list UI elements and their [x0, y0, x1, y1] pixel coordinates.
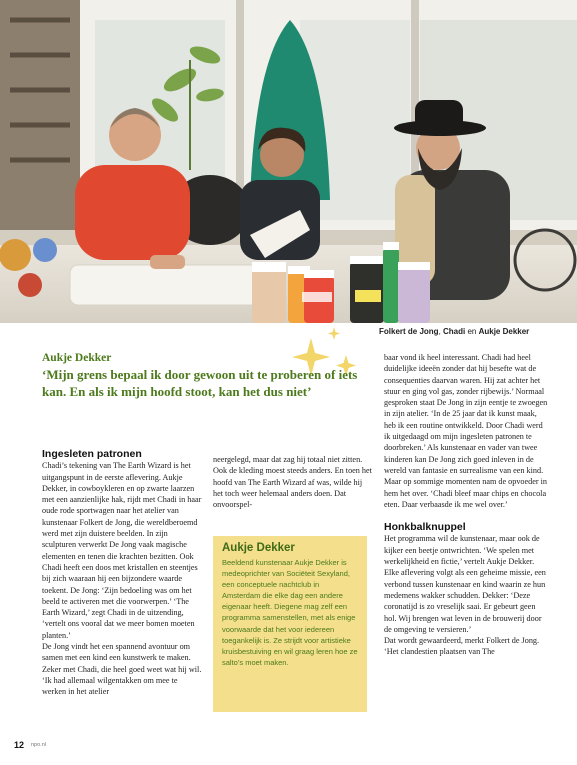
quote-text: ‘Mijn grens bepaal ik door gewoon uit te proberen of iets kan. En als ik mijn hoofd stoot, kan het dus niet’ — [42, 367, 358, 399]
article-column-2 — [213, 454, 373, 510]
section-heading-honkbalknuppel: Honkbalknuppel — [384, 521, 466, 534]
info-box-title: Aukje Dekker — [222, 542, 295, 554]
caption-name-aukje: Aukje Dekker — [478, 327, 530, 336]
photo-caption — [379, 327, 571, 336]
info-box-body: Beeldend kunstenaar Aukje Dekker is medeoprichter van Sociëteit Sexyland, een conceptuele nachtclub in Amsterdam die elke dag een andere eigenaar heeft. Diegene mag zelf een programma samenstellen, met als enige voorwaarde dat het voor iedereen toegankelijk is. Ze strijdt voor artistieke kruisbestuiving en wil graag leren hoe ze salto’s moet maken. — [222, 558, 358, 667]
page-number: 12 — [14, 740, 25, 750]
article-column-1 — [42, 449, 202, 698]
body-paragraph: Dat wordt gewaardeerd, merkt Folkert de Jong. ‘Het clandestien plaatsen van The — [384, 636, 540, 657]
info-box — [213, 536, 367, 712]
caption-name-chadi: Chadi — [443, 327, 466, 336]
pull-quote — [42, 352, 372, 400]
magazine-name: npo.nl — [31, 742, 46, 748]
caption-sep-1: , — [438, 327, 444, 336]
body-paragraph: Chadi’s tekening van The Earth Wizard is het uitgangspunt in de eerste aflevering. Aukje Dekker, in cowboykleren en op zwarte laarzen met een aanzienlijke hak, rijdt met Chadi in haar oude rode sportwagen naar het atelier van kunstenaar Folkert de Jong, die wereldberoemd werd met zijn duistere beelden. In zijn sculpturen verwerkt De Jong vaak magische elementen en tenen die krachten bezitten. Ook Chadi heeft een doos met kristallen en steentjes bij zich waaraan hij een bijzondere waarde toekent. De Jong: ‘Zijn bedoeling was om het beeld te activeren met die voorwerpen.’ ‘The Earth Wizard,’ zegt Chadi in de uitzending, ‘vertelt ons vooral dat we meer bomen moeten planten.’ — [42, 461, 202, 640]
photo-three-people-at-table — [0, 0, 577, 323]
caption-sep-2: en — [465, 327, 479, 336]
body-paragraph: baar vond ik heel interessant. Chadi had heel duidelijke ideeën zonder dat hij besefte wat de consequenties daarvan waren. Hij zat achter het stuur en ging vol gas, zonder rijbewijs.’ Normaal gesproken staat De Jong in zijn eentje te zwoegen in zijn atelier. ‘In de 25 jaar dat ik kunst maak, heb ik een routine ontwikkeld. Door Chadi werd ik uitgedaagd om mijn ingesleten patronen te doorbreken.’ Als kunstenaar en vader van twee kinderen kan De Jong zich goed inleven in de wereld van fantasie en surrealisme van een kind. Maar op sommige momenten nam de opvoeder in hem het over. ‘Chadi bleef maar chips en chocola eten. Daar verbaasde ik me wel over.’ — [384, 353, 548, 509]
body-paragraph: Het programma wil de kunstenaar, maar ook de kijker een beetje ontwrichten. ‘We spelen met werkelijkheid en fictie,’ vertelt Aukje Dekker. Elke aflevering volgt als een geheime missie, een verbond tussen kunstenaar en kind waarin ze hun medemens wakker schudden. Dekker: ‘Deze coronatijd is zo vreselijk saai. Er gebeurt geen hol. Wij brengen wat leven in de brouwerij door de omgeving te versieren.’ — [384, 534, 546, 634]
body-paragraph: De Jong vindt het een spannend avontuur om samen met een kind een kunstwerk te maken. Zeker met Chadi, die heel goed weet wat hij wil. ‘Ik had allemaal wilgentakken om mee te werken in het atelier — [42, 642, 202, 697]
photo-illustration — [0, 0, 577, 323]
body-paragraph: neergelegd, maar dat zag hij totaal niet zitten. Ook de kleding moest steeds anders. En toen het hoofd van The Earth Wizard af was, wilde hij het toch weer helemaal anders doen. Dat onvoorspel- — [213, 455, 372, 510]
article-column-3 — [384, 352, 548, 658]
caption-name-folkert: Folkert de Jong — [379, 327, 439, 336]
section-heading-ingesleten: Ingesleten patronen — [42, 448, 142, 460]
quote-attribution: Aukje Dekker — [42, 352, 112, 364]
